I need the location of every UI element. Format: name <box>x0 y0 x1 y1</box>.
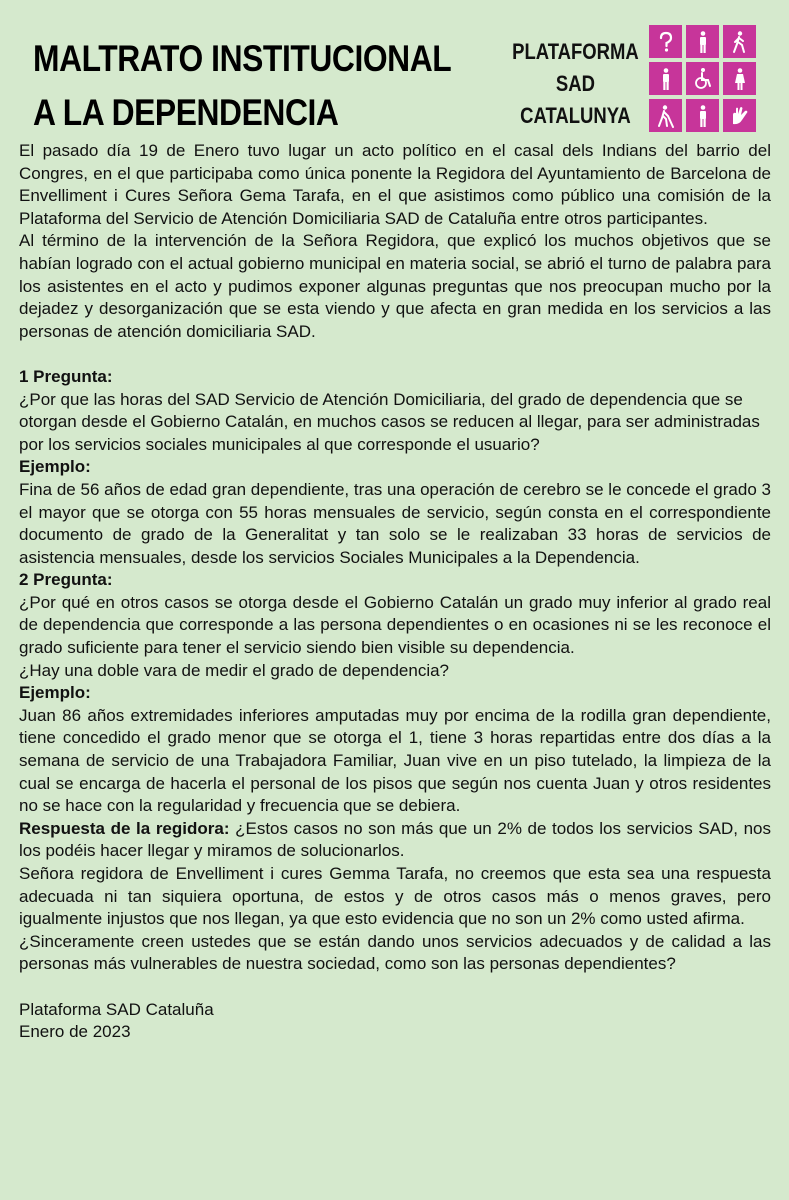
response-text: ¿Estos casos no son más que un 2% de todos los servicios SAD, nos los podéis hacer llegar y miramos de solucionarlos. <box>19 818 772 861</box>
question-2-text-2: ¿Hay una doble vara de medir el grado de dependencia? <box>19 660 450 680</box>
signature <box>19 999 771 1044</box>
closing-question: ¿Sinceramente creen ustedes que se están dando unos servicios adecuados y de calidad a las personas más vulnerables de nuestra sociedad, como son las personas dependientes? <box>19 931 771 974</box>
intro-paragraph-2: Al término de la intervención de la Señora Regidora, que explicó los muchos objetivos que se habían logrado con el actual gobierno municipal en materia social, se abrió el turno de palabra para los asistentes en el acto y pudimos exponer algunas preguntas que nos preocupan mucho por la dejadez y desorganización que se esta viendo y que afecta en gran medida en los servicios a las personas de atención domiciliaria SAD. <box>19 231 771 341</box>
blind-person-icon <box>649 99 682 132</box>
organization-name <box>512 36 639 132</box>
signature-date: Enero de 2023 <box>19 1022 131 1042</box>
person-icon <box>686 25 719 58</box>
question-1-heading: 1 Pregunta: <box>19 366 113 386</box>
logo <box>649 25 756 132</box>
org-line-2: SAD <box>556 71 596 96</box>
wheelchair-icon <box>686 62 719 95</box>
header <box>0 0 789 140</box>
example-1-text: Fina de 56 años de edad gran dependiente, tras una operación de cerebro se le concede el grado 3 el mayor que se otorga con 55 horas mensuales de servicio, según consta en el correspondiente documento de grado de la Generalitat y tan solo se le realizaban 33 horas de servicios de asistencia mensuales, desde los servicios Sociales Municipales a la Dependencia. <box>19 479 771 567</box>
org-line-1: PLATAFORMA <box>512 39 639 64</box>
intro-paragraph-1: El pasado día 19 de Enero tuvo lugar un acto político en el casal dels Indians del barrio del Congres, en el que participaba como única ponente la Regidora del Ayuntamiento de Barcelona de Envelliment i Cures Señora Gema Tarafa, en el que asistimos como público una comisión de la Plataforma del Servicio de Atención Domiciliaria SAD de Cataluña entre otros participantes. <box>19 141 771 228</box>
person-icon <box>649 62 682 95</box>
walking-person-icon <box>723 25 756 58</box>
woman-icon <box>723 62 756 95</box>
example-2-heading: Ejemplo: <box>19 683 91 703</box>
reply-paragraph: Señora regidora de Envelliment i cures Gemma Tarafa, no creemos que esta sea una respuesta adecuada ni tan siquiera oportuna, de estos y de otros casos más o menos graves, pero igualmente injustos que nos llegan, ya que esto evidencia que no son un 2% como usted afirma. <box>19 864 771 929</box>
sign-language-icon <box>723 99 756 132</box>
response-heading: Respuesta de la regidora: <box>19 818 230 838</box>
title-line-2: A LA DEPENDENCIA <box>33 92 339 133</box>
article-body <box>19 140 771 1044</box>
title-line-1: MALTRATO INSTITUCIONAL <box>33 38 452 79</box>
question-2-heading: 2 Pregunta: <box>19 570 113 590</box>
question-2-text: ¿Por qué en otros casos se otorga desde el Gobierno Catalán un grado muy inferior al grado real de dependencia que corresponde a las persona dependientes o en ocasiones ni se les reconoce el grado suficiente para tener el servicio siendo bien visible su dependencia. <box>19 592 771 658</box>
example-1-heading: Ejemplo: <box>19 457 91 477</box>
question-mark-icon <box>649 25 682 58</box>
response-paragraph <box>19 818 771 863</box>
page-title <box>33 32 451 140</box>
org-line-3: CATALUNYA <box>520 103 631 128</box>
person-icon <box>686 99 719 132</box>
signature-name: Plataforma SAD Cataluña <box>19 999 214 1019</box>
example-2-text: Juan 86 años extremidades inferiores amputadas muy por encima de la rodilla gran dependiente, tiene concedido el grado menor que se otorga el 1, tiene 3 horas repartidas entre dos días a la semana de servicio de una Trabajadora Familiar, Juan vive en un piso tutelado, la limpieza de la cual se encarga de hacerla el personal de los pisos que según nos cuenta Juan y otros residentes no se hace con la regularidad y frecuencia que se debiera. <box>19 705 771 816</box>
question-1-text: ¿Por que las horas del SAD Servicio de Atención Domiciliaria, del grado de dependencia que se otorgan desde el Gobierno Catalán, en muchos casos se reducen al llegar, para ser administradas por los servicios sociales municipales al que corresponde el usuario? <box>19 389 760 454</box>
